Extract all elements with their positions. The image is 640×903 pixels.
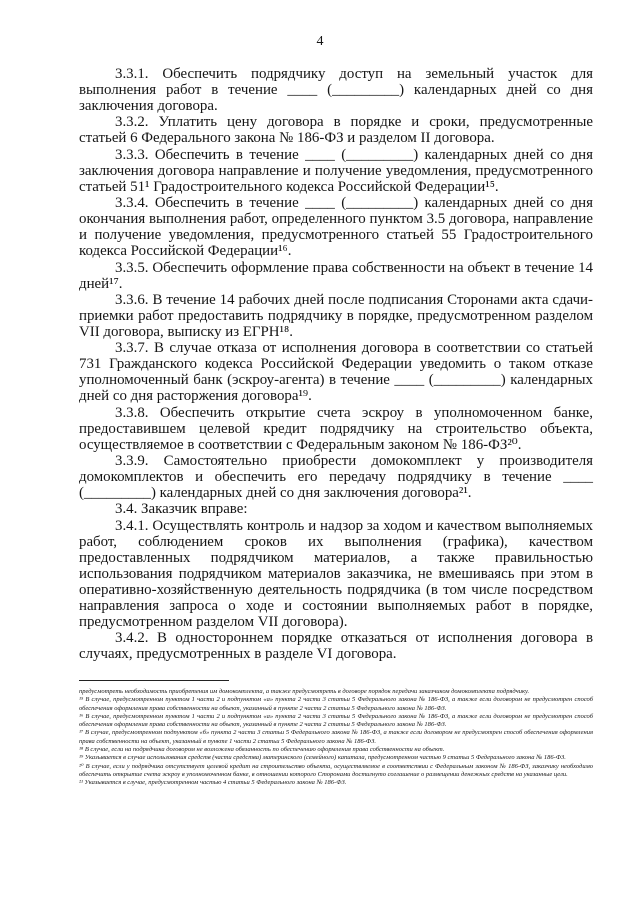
- footnote-16: ¹⁶ В случае, предусмотренном пунктом 1 части 2 и подпунктом «а» пункта 2 части 3 статьи 5 Федерального закона № 186-ФЗ, а также если договором не предусмотрен способ обеспечения оформления права собственности на объект, указанный в пункте 2 части 2 статьи 5 Федерального закона № 186-ФЗ.: [79, 712, 593, 729]
- clause-3-3-2: 3.3.2. Уплатить цену договора в порядке и сроки, предусмотренные статьей 6 Федерального закона № 186-ФЗ и разделом II договора.: [79, 114, 593, 147]
- clause-3-3-5: 3.3.5. Обеспечить оформление права собственности на объект в течение 14 дней¹⁷.: [79, 259, 593, 292]
- clause-3-3-4: 3.3.4. Обеспечить в течение ____ (_________) календарных дней со дня окончания выполнения работ, определенного пунктом 3.5 договора, направление и получение уведомления, предусмотренного статьей 55 Градостроительного кодекса Российской Федерации¹⁶.: [79, 195, 593, 260]
- footnote-15: ¹⁵ В случае, предусмотренном пунктом 1 части 2 и подпунктом «а» пункта 2 части 3 статьи 5 Федерального закона № 186-ФЗ, а также если договором не предусмотрен способ обеспечения оформления права собственности на объект, указанный в пункте 2 части 2 статьи 5 Федерального закона № 186-ФЗ.: [79, 696, 593, 712]
- clause-3-4-heading: 3.4. Заказчик вправе:: [115, 501, 248, 518]
- footnote-18: ¹⁸ В случае, если на подрядчика договором не возложена обязанность по обеспечению оформления права собственности на объект.: [79, 746, 445, 754]
- clause-3-3-7: 3.3.7. В случае отказа от исполнения договора в соответствии со статьей 731 Гражданского кодекса Российской Федерации уведомить о таком отказе уполномоченный банк (эскроу-агента) в течение ____ (_________) календарных дней со дня расторжения договора¹⁹.: [79, 340, 593, 405]
- footnote-21: ²¹ Указывается в случае, предусмотренном частью 4 статьи 5 Федерального закона № 186-ФЗ.: [79, 779, 347, 787]
- footnote-separator: [79, 680, 229, 681]
- footnotes: [79, 688, 593, 788]
- footnote-19: ¹⁹ Указывается в случае использования средств (части средства) материнского (семейного) капитала, предусмотренном частью 9 статьи 5 Федерального закона № 186-ФЗ.: [79, 754, 566, 762]
- footnote-20: ²⁰ В случае, если у подрядчика отсутствует целевой кредит на строительство объекта, осуществляемое в соответствии с Федеральным законом № 186-ФЗ, заказчику необходимо обеспечить открытие счета эскроу в уполномоченном банке, в отношении которого Сторонами достигнуто соглашение о размещении денежных средств на указанные цели.: [79, 762, 593, 778]
- clause-3-4-1: 3.4.1. Осуществлять контроль и надзор за ходом и качеством выполняемых работ, соблюдением сроков их выполнения (графика), качеством предоставленных подрядчиком материалов, а также правильностью использования подрядчиком материалов заказчика, не вмешиваясь при этом в оперативно-хозяйственную деятельность подрядчика (в том числе посредством направления запроса о ходе и состоянии выполняемых работ в порядке, предусмотренном разделом VII договора).: [79, 517, 593, 631]
- clause-3-4-2: 3.4.2. В одностороннем порядке отказаться от исполнения договора в случаях, предусмотренных в разделе VI договора.: [79, 630, 593, 663]
- clause-3-3-9: 3.3.9. Самостоятельно приобрести домокомплект у производителя домокомплектов и обеспечить его передачу подрядчику в течение ____ (_________) календарных дней со дня заключения договора²¹.: [79, 453, 593, 502]
- footnote-17: ¹⁷ В случае, предусмотренном подпунктом «б» пункта 2 части 3 статьи 5 Федерального закона № 186-ФЗ, а также если договором не предусмотрен способ обеспечения оформления права собственности на объект, указанный в пункте 1 части 2 статьи 5 Федерального закона № 186-ФЗ.: [79, 729, 593, 745]
- main-text: [79, 66, 593, 663]
- page-number: 4: [316, 34, 324, 49]
- clause-3-3-8: 3.3.8. Обеспечить открытие счета эскроу в уполномоченном банке, предоставившем целевой кредит подрядчику на строительство объекта, осуществляемое в соответствии с Федеральным законом № 186-ФЗ²⁰.: [79, 404, 593, 453]
- clause-3-3-1: 3.3.1. Обеспечить подрядчику доступ на земельный участок для выполнения работ в течение ____ (_________) календарных дней со дня заключения договора.: [79, 66, 593, 115]
- footnote-continuation: предусмотреть необходимость приобретения им домокомплекта, а также предусмотреть в договоре порядок передачи заказчиком домокомплекта подрядчику.: [79, 688, 530, 695]
- clause-3-3-6: 3.3.6. В течение 14 рабочих дней после подписания Сторонами акта сдачи-приемки работ предоставить подрядчику в порядке, предусмотренном разделом VII договора, выписку из ЕГРН¹⁸.: [79, 291, 593, 340]
- clause-3-3-3: 3.3.3. Обеспечить в течение ____ (_________) календарных дней со дня заключения договора направление и получение уведомления, предусмотренного статьей 51¹ Градостроительного кодекса Российской Федерации¹⁵.: [79, 146, 593, 195]
